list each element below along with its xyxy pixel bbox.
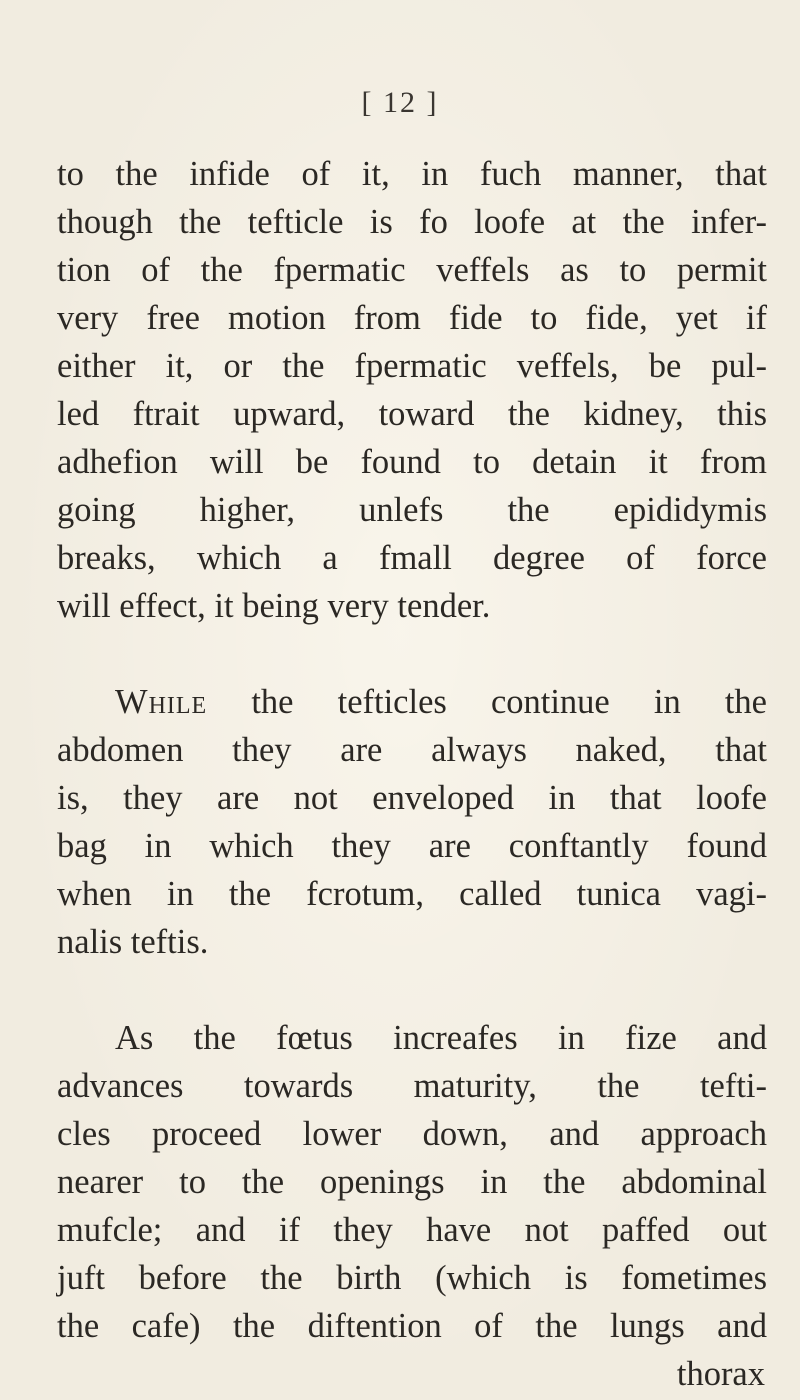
text-line: the cafe) the diftention of the lungs and xyxy=(57,1307,767,1345)
catchword: thorax xyxy=(676,1355,765,1393)
page-number: [ 12 ] xyxy=(361,86,439,119)
text-line: either it, or the fpermatic veffels, be pul- xyxy=(57,347,767,385)
lead-word: While xyxy=(115,683,208,721)
paragraph-gap xyxy=(57,630,767,678)
text-line: nearer to the openings in the abdominal xyxy=(57,1163,767,1201)
paragraph-first-line xyxy=(57,678,767,726)
body-text xyxy=(57,150,767,1398)
text-line: to the infide of it, in fuch manner, that xyxy=(57,155,767,193)
text-line: cles proceed lower down, and approach xyxy=(57,1115,767,1153)
text-line: tion of the fpermatic veffels as to permit xyxy=(57,251,767,289)
text-line: advances towards maturity, the tefti- xyxy=(57,1067,767,1105)
text-line: will effect, it being very tender. xyxy=(57,587,491,625)
text-line: mufcle; and if they have not paffed out xyxy=(57,1211,767,1249)
text-line: very free motion from fide to fide, yet if xyxy=(57,299,767,337)
paragraph-first-line: As the fœtus increafes in fize and xyxy=(115,1019,767,1057)
text-line: though the tefticle is fo loofe at the infer- xyxy=(57,203,767,241)
text-line: juft before the birth (which is fometimes xyxy=(57,1259,767,1297)
paragraph-gap xyxy=(57,966,767,1014)
text-line: adhefion will be found to detain it from xyxy=(57,443,767,481)
text-line: bag in which they are conftantly found xyxy=(57,827,767,865)
text-line: going higher, unlefs the epididymis xyxy=(57,491,767,529)
text-line-rest: the tefticles continue in the xyxy=(207,683,767,721)
text-line: breaks, which a fmall degree of force xyxy=(57,539,767,577)
text-line: nalis teftis. xyxy=(57,923,209,961)
text-line: led ftrait upward, toward the kidney, this xyxy=(57,395,767,433)
text-line: is, they are not enveloped in that loofe xyxy=(57,779,767,817)
text-line: when in the fcrotum, called tunica vagi- xyxy=(57,875,767,913)
text-line: abdomen they are always naked, that xyxy=(57,731,767,769)
